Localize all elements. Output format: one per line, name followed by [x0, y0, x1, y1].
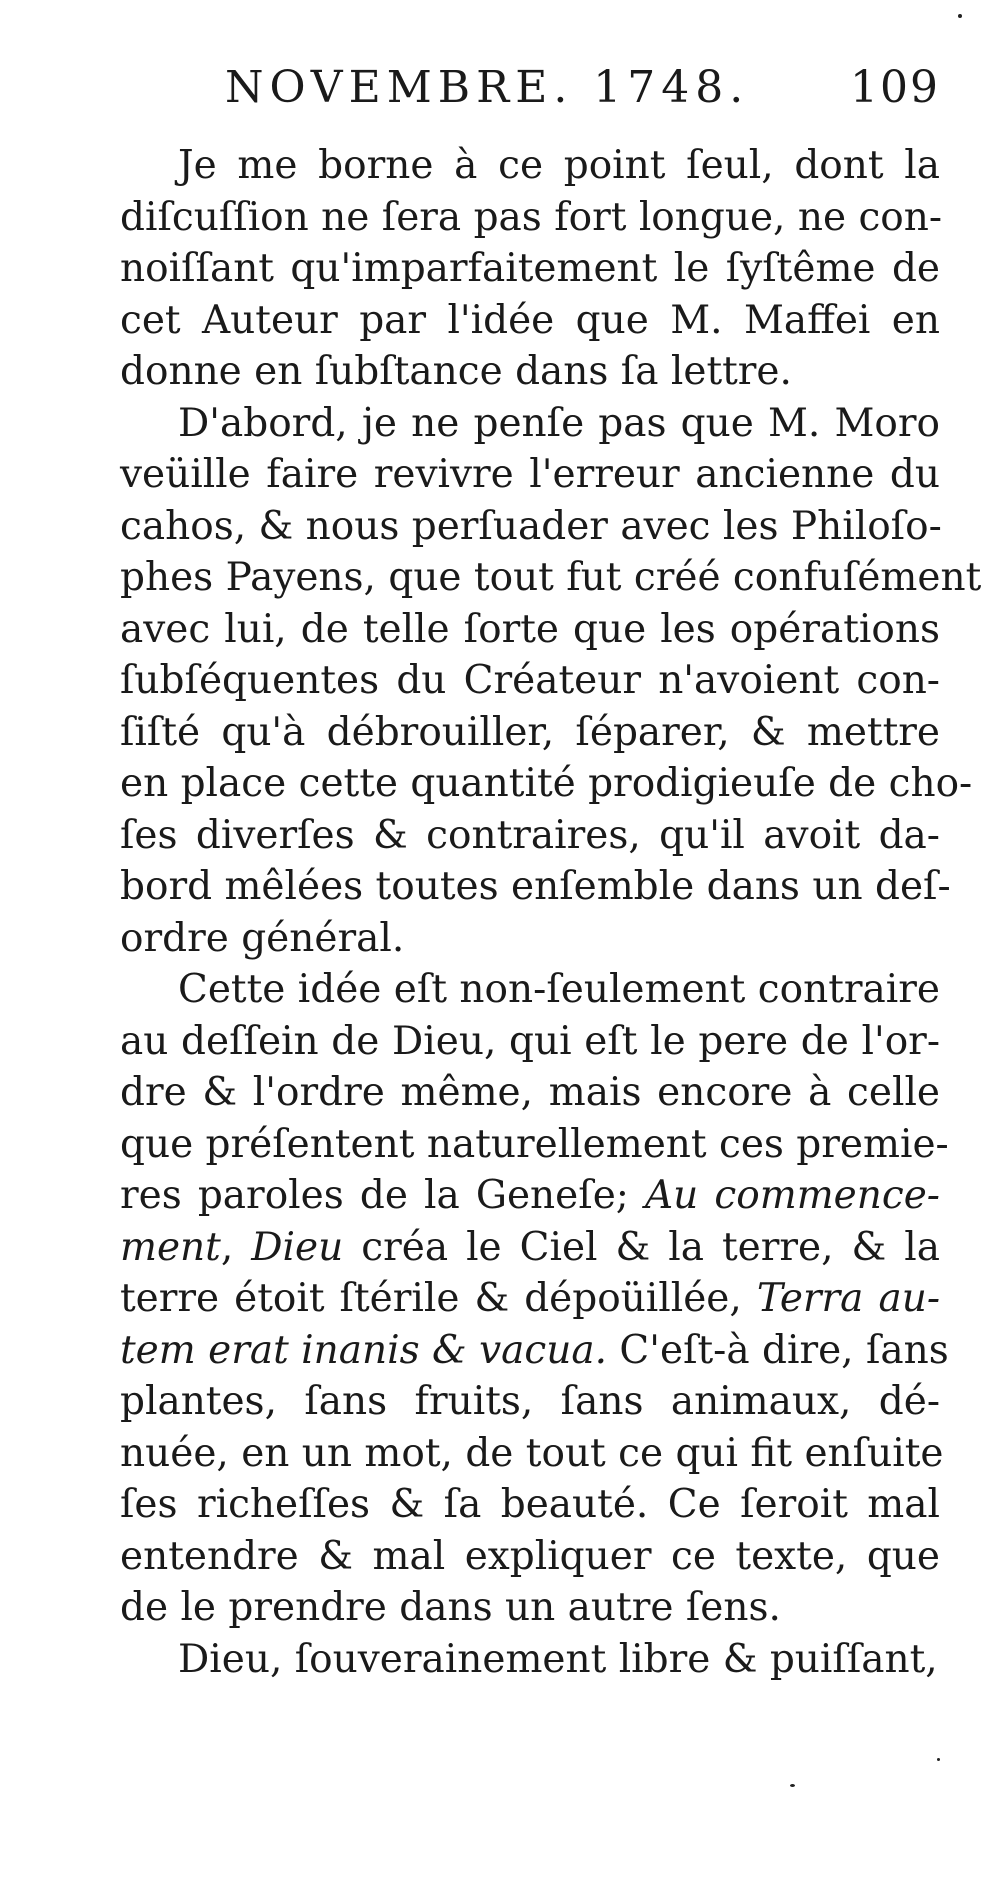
text-line: D'abord, je ne penſe pas que M. Moro — [178, 400, 940, 446]
text-line: ſes diverſes & contraires, qu'il avoit da- — [120, 812, 940, 858]
text-run: terre étoit ſtérile & dépoüillée, — [120, 1276, 757, 1321]
text-line: ſiſté qu'à débrouiller, ſéparer, & mettre — [120, 709, 940, 755]
ink-speck — [790, 1784, 795, 1787]
text-line — [120, 1325, 949, 1377]
running-title: NOVEMBRE. 1748. — [225, 62, 750, 113]
text-line — [120, 1170, 940, 1222]
ink-speck — [937, 1758, 940, 1761]
latin-quote: tem erat inanis & vacua. — [120, 1327, 608, 1373]
text-line: ſubſéquentes du Créateur n'avoient con- — [120, 658, 940, 703]
italic-quote: Dieu — [251, 1224, 344, 1270]
text-run: créa le Ciel & la terre, & la — [343, 1224, 941, 1270]
text-line — [120, 1273, 940, 1325]
text-line: Dieu, ſouverainement libre & puiſſant, — [178, 1636, 938, 1682]
paragraph-4 — [120, 1634, 940, 1686]
text-line: entendre & mal expliquer ce texte, que — [120, 1533, 940, 1579]
text-line: avec lui, de telle ſorte que les opérations — [120, 606, 940, 652]
text-run: , — [220, 1224, 252, 1270]
italic-quote: Au commence- — [645, 1173, 940, 1218]
text-line: phes Payens, que tout fut créé confuſément — [120, 555, 982, 600]
text-line: ordre général. — [120, 915, 405, 961]
text-line — [120, 1222, 940, 1274]
text-line: Cette idée eſt non-ſeulement contraire — [178, 967, 940, 1012]
ink-speck — [958, 14, 962, 18]
latin-quote: Terra au- — [756, 1276, 941, 1321]
text-line: au deſſein de Dieu, qui eſt le pere de l'or- — [120, 1018, 940, 1064]
text-line: de le prendre dans un autre ſens. — [120, 1585, 781, 1630]
text-line: cahos, & nous perſuader avec les Philoſo- — [120, 503, 942, 549]
text-line: bord mêlées toutes enſemble dans un deſ- — [120, 864, 951, 909]
body-text — [120, 140, 982, 1685]
text-line: diſcuſſion ne ſera pas fort longue, ne con- — [120, 194, 943, 240]
text-line: que préſentent naturellement ces premie- — [120, 1121, 949, 1167]
running-head — [120, 58, 940, 118]
text-line: en place cette quantité prodigieuſe de cho- — [120, 761, 973, 806]
italic-quote: ment — [120, 1224, 221, 1270]
text-line: dre & l'ordre même, mais encore à celle — [120, 1070, 940, 1115]
paragraph-2 — [120, 398, 982, 965]
text-line: Je me borne à ce point ſeul, dont la — [178, 143, 940, 188]
page-number: 109 — [850, 62, 940, 113]
text-line: cet Auteur par l'idée que M. Maffei en — [120, 297, 940, 343]
text-line: noiſſant qu'imparfaitement le ſyſtême de — [120, 246, 940, 291]
text-run: res paroles de la Geneſe; — [120, 1173, 646, 1218]
text-line: donne en ſubſtance dans ſa lettre. — [120, 349, 792, 394]
text-line: veüille faire revivre l'erreur ancienne du — [120, 452, 940, 497]
text-line: plantes, ſans fruits, ſans animaux, dé- — [120, 1379, 940, 1424]
paragraph-1 — [120, 140, 943, 398]
text-line: ſes richeſſes & ſa beauté. Ce ſeroit mal — [120, 1482, 940, 1527]
text-line: nuée, en un mot, de tout ce qui fit enſuite — [120, 1430, 944, 1476]
paragraph-3 — [120, 964, 949, 1634]
text-run: C'eſt-à dire, ſans — [607, 1327, 949, 1373]
